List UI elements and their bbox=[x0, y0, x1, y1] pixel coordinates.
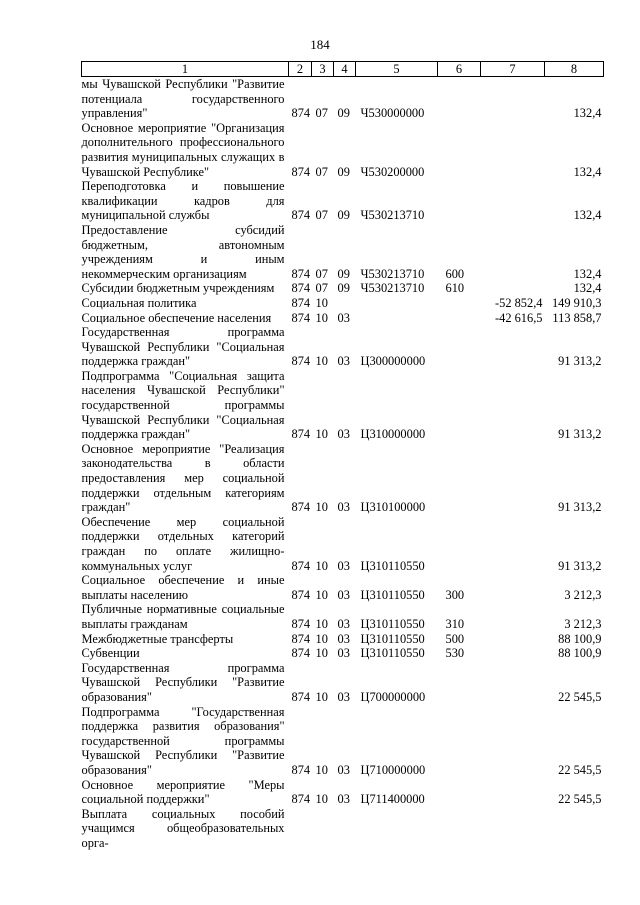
row-total-amount: 132,4 bbox=[573, 164, 602, 179]
row-total-amount: 113 858,7 bbox=[552, 310, 602, 325]
table-header-row bbox=[82, 62, 604, 77]
table-row bbox=[82, 602, 604, 631]
row-total-amount: 3 212,3 bbox=[564, 616, 602, 631]
table-row bbox=[82, 121, 604, 179]
row-total-amount: 91 313,2 bbox=[558, 558, 602, 573]
row-gr-code: 874 bbox=[291, 208, 311, 223]
row-subsection: 03 bbox=[337, 689, 350, 704]
row-target-article: Ц310110550 bbox=[360, 646, 425, 661]
table-row bbox=[82, 296, 604, 311]
row-name: Межбюджетные трансферты bbox=[81, 631, 234, 646]
row-gr-code: 874 bbox=[291, 164, 311, 179]
row-gr-code: 874 bbox=[291, 616, 311, 631]
row-expense-type bbox=[438, 77, 481, 121]
row-name: Социальное обеспечение и иные выплаты населению bbox=[81, 573, 285, 602]
row-gr-code: 874 bbox=[291, 587, 311, 602]
row-section: 10 bbox=[315, 762, 328, 777]
row-subsection: 03 bbox=[337, 646, 350, 661]
row-gr-code: 874 bbox=[291, 266, 311, 281]
row-section: 07 bbox=[315, 266, 328, 281]
row-total-amount: 22 545,5 bbox=[558, 792, 602, 807]
row-change-amount bbox=[481, 602, 545, 631]
row-change-amount bbox=[481, 515, 545, 573]
header-col-7: 7 bbox=[481, 62, 545, 77]
row-gr-code: 874 bbox=[291, 792, 311, 807]
table-row bbox=[82, 705, 604, 778]
table-row bbox=[82, 646, 604, 661]
row-expense-type bbox=[438, 661, 481, 705]
row-change-amount bbox=[481, 281, 545, 296]
row-section: 10 bbox=[315, 587, 328, 602]
row-subsection: 03 bbox=[337, 500, 350, 515]
row-subsection: 03 bbox=[337, 354, 350, 369]
row-target-article: Ч530213710 bbox=[360, 266, 425, 281]
row-change-amount bbox=[481, 369, 545, 442]
row-total-amount: 3 212,3 bbox=[564, 587, 602, 602]
row-total-amount: 88 100,9 bbox=[558, 646, 602, 661]
row-subsection: 03 bbox=[337, 792, 350, 807]
row-name: Публичные нормативные социальные выплаты гражданам bbox=[81, 602, 285, 631]
table-row bbox=[82, 632, 604, 647]
row-expense-type bbox=[438, 311, 481, 326]
row-expense-type: 310 bbox=[445, 616, 465, 631]
row-name: Предоставление субсидий бюджетным, автономным учреждениям и иным некоммерческим организациям bbox=[81, 222, 285, 281]
row-gr-code: 874 bbox=[291, 427, 311, 442]
row-total-amount: 132,4 bbox=[573, 106, 602, 121]
row-change-amount bbox=[481, 179, 545, 223]
row-total-amount: 132,4 bbox=[573, 208, 602, 223]
row-gr-code: 874 bbox=[291, 281, 311, 296]
header-col-3: 3 bbox=[312, 62, 334, 77]
row-subsection: 09 bbox=[337, 106, 350, 121]
table-row bbox=[82, 223, 604, 281]
table-row bbox=[82, 661, 604, 705]
row-expense-type bbox=[438, 515, 481, 573]
table-row bbox=[82, 778, 604, 807]
row-section: 07 bbox=[315, 208, 328, 223]
row-name: Основное мероприятие "Организация дополнительного профессионального развития муниципальных служащих в Чувашской Республике" bbox=[81, 120, 285, 179]
row-gr-code: 874 bbox=[291, 354, 311, 369]
row-name: Подпрограмма "Государственная поддержка развития образования" государственной программы Чувашской Республики "Развитие образования" bbox=[81, 704, 285, 777]
row-change-amount bbox=[481, 121, 545, 179]
row-subsection bbox=[334, 296, 356, 311]
row-expense-type: 300 bbox=[445, 587, 465, 602]
row-section: 10 bbox=[315, 646, 328, 661]
row-total-amount: 22 545,5 bbox=[558, 689, 602, 704]
row-name: Выплата социальных пособий учащимся общеобразовательных орга- bbox=[81, 806, 285, 850]
row-name: Социальное обеспечение населения bbox=[81, 310, 272, 325]
row-name: Государственная программа Чувашской Республики "Развитие образования" bbox=[81, 660, 285, 704]
row-target-article bbox=[356, 311, 438, 326]
row-subsection: 09 bbox=[337, 164, 350, 179]
row-change-amount bbox=[481, 573, 545, 602]
row-name: Подпрограмма "Социальная защита населения Чувашской Республики" государственной программы Чувашской Республики "Социальная поддержка граждан" bbox=[81, 368, 285, 442]
row-gr-code bbox=[289, 807, 312, 851]
table-row bbox=[82, 311, 604, 326]
row-subsection: 03 bbox=[337, 558, 350, 573]
row-change-amount bbox=[481, 223, 545, 281]
row-expense-type bbox=[438, 296, 481, 311]
budget-table bbox=[81, 61, 604, 850]
table-row bbox=[82, 442, 604, 515]
table-row bbox=[82, 515, 604, 573]
row-change-amount bbox=[481, 778, 545, 807]
header-col-4: 4 bbox=[334, 62, 356, 77]
row-section: 10 bbox=[315, 792, 328, 807]
row-change-amount bbox=[481, 705, 545, 778]
row-gr-code: 874 bbox=[291, 646, 311, 661]
row-expense-type bbox=[438, 179, 481, 223]
row-gr-code: 874 bbox=[291, 689, 311, 704]
row-section: 10 bbox=[315, 427, 328, 442]
row-name: Субсидии бюджетным учреждениям bbox=[81, 281, 275, 296]
header-col-8: 8 bbox=[545, 62, 604, 77]
row-gr-code: 874 bbox=[291, 631, 311, 646]
row-section: 07 bbox=[315, 106, 328, 121]
row-section: 10 bbox=[315, 354, 328, 369]
row-section: 10 bbox=[315, 558, 328, 573]
row-change-amount bbox=[481, 646, 545, 661]
row-gr-code: 874 bbox=[291, 106, 311, 121]
row-expense-type bbox=[438, 325, 481, 369]
row-total-amount: 132,4 bbox=[573, 281, 602, 296]
row-section: 10 bbox=[315, 616, 328, 631]
row-name: Переподготовка и повышение квалификации кадров для муниципальной службы bbox=[81, 179, 285, 223]
table-row bbox=[82, 281, 604, 296]
row-name: Социальная политика bbox=[81, 295, 197, 310]
page-number: 184 bbox=[310, 37, 330, 52]
row-section: 07 bbox=[315, 164, 328, 179]
row-subsection: 09 bbox=[337, 208, 350, 223]
row-target-article bbox=[356, 296, 438, 311]
row-gr-code: 874 bbox=[291, 295, 311, 310]
row-change-amount: -42 616,5 bbox=[495, 310, 543, 325]
row-expense-type: 500 bbox=[445, 631, 465, 646]
header-col-5: 5 bbox=[356, 62, 438, 77]
row-gr-code: 874 bbox=[291, 762, 311, 777]
row-expense-type bbox=[438, 369, 481, 442]
row-subsection: 03 bbox=[337, 616, 350, 631]
row-subsection: 03 bbox=[337, 427, 350, 442]
row-name: Субвенции bbox=[81, 646, 140, 661]
row-change-amount bbox=[481, 442, 545, 515]
row-target-article: Ц710000000 bbox=[360, 762, 426, 777]
row-subsection: 03 bbox=[337, 310, 350, 325]
row-subsection bbox=[334, 807, 356, 851]
table-row bbox=[82, 77, 604, 121]
row-target-article bbox=[356, 807, 438, 851]
table-row bbox=[82, 325, 604, 369]
row-change-amount: -52 852,4 bbox=[495, 295, 543, 310]
row-section: 10 bbox=[315, 689, 328, 704]
table-row bbox=[82, 807, 604, 851]
row-total-amount: 91 313,2 bbox=[558, 500, 602, 515]
row-subsection: 03 bbox=[337, 631, 350, 646]
row-target-article: Ц310110550 bbox=[360, 558, 425, 573]
row-change-amount bbox=[481, 77, 545, 121]
row-subsection: 03 bbox=[337, 587, 350, 602]
row-target-article: Ц310100000 bbox=[360, 500, 426, 515]
row-target-article: Ц310000000 bbox=[360, 427, 426, 442]
row-expense-type bbox=[438, 807, 481, 851]
row-change-amount bbox=[481, 807, 545, 851]
row-total-amount: 149 910,3 bbox=[551, 295, 602, 310]
row-total-amount bbox=[545, 807, 604, 851]
row-name: Государственная программа Чувашской Республики "Социальная поддержка граждан" bbox=[81, 325, 285, 369]
row-expense-type: 600 bbox=[445, 266, 465, 281]
row-target-article: Ч530200000 bbox=[360, 164, 425, 179]
row-section: 10 bbox=[315, 631, 328, 646]
header-col-6: 6 bbox=[438, 62, 481, 77]
row-target-article: Ц310110550 bbox=[360, 631, 425, 646]
row-target-article: Ц711400000 bbox=[360, 792, 425, 807]
row-target-article: Ц310110550 bbox=[360, 616, 425, 631]
row-subsection: 09 bbox=[337, 266, 350, 281]
table-row bbox=[82, 369, 604, 442]
row-expense-type bbox=[438, 705, 481, 778]
row-section: 07 bbox=[315, 281, 328, 296]
row-total-amount: 91 313,2 bbox=[558, 427, 602, 442]
row-name: Обеспечение мер социальной поддержки отдельных категорий граждан по оплате жилищно-коммунальных услуг bbox=[81, 514, 285, 573]
row-total-amount: 132,4 bbox=[573, 266, 602, 281]
row-section: 10 bbox=[315, 500, 328, 515]
table-row bbox=[82, 179, 604, 223]
row-target-article: Ц700000000 bbox=[360, 689, 426, 704]
row-target-article: Ч530213710 bbox=[360, 281, 425, 296]
row-total-amount: 22 545,5 bbox=[558, 762, 602, 777]
row-expense-type: 610 bbox=[445, 281, 465, 296]
row-name: Основное мероприятие "Меры социальной поддержки" bbox=[81, 777, 285, 807]
header-col-2: 2 bbox=[289, 62, 312, 77]
row-subsection: 03 bbox=[337, 762, 350, 777]
row-expense-type: 530 bbox=[445, 646, 465, 661]
row-subsection: 09 bbox=[337, 281, 350, 296]
table-row bbox=[82, 573, 604, 602]
row-target-article: Ц300000000 bbox=[360, 354, 426, 369]
row-section: 10 bbox=[315, 310, 328, 325]
row-gr-code: 874 bbox=[291, 310, 311, 325]
row-target-article: Ц310110550 bbox=[360, 587, 425, 602]
row-name: мы Чувашской Республики "Развитие потенциала государственного управления" bbox=[81, 77, 285, 121]
row-section: 10 bbox=[315, 295, 328, 310]
row-gr-code: 874 bbox=[291, 558, 311, 573]
row-target-article: Ч530213710 bbox=[360, 208, 425, 223]
header-col-1: 1 bbox=[82, 62, 289, 77]
row-change-amount bbox=[481, 325, 545, 369]
row-total-amount: 91 313,2 bbox=[558, 354, 602, 369]
row-expense-type bbox=[438, 121, 481, 179]
row-gr-code: 874 bbox=[291, 500, 311, 515]
row-section bbox=[312, 807, 334, 851]
row-name: Основное мероприятие "Реализация законодательства в области предоставления мер социальной поддержки отдельным категориям граждан" bbox=[81, 441, 285, 515]
row-change-amount bbox=[481, 632, 545, 647]
row-change-amount bbox=[481, 661, 545, 705]
row-expense-type bbox=[438, 778, 481, 807]
row-expense-type bbox=[438, 442, 481, 515]
row-target-article: Ч530000000 bbox=[360, 106, 425, 121]
row-total-amount: 88 100,9 bbox=[558, 631, 602, 646]
